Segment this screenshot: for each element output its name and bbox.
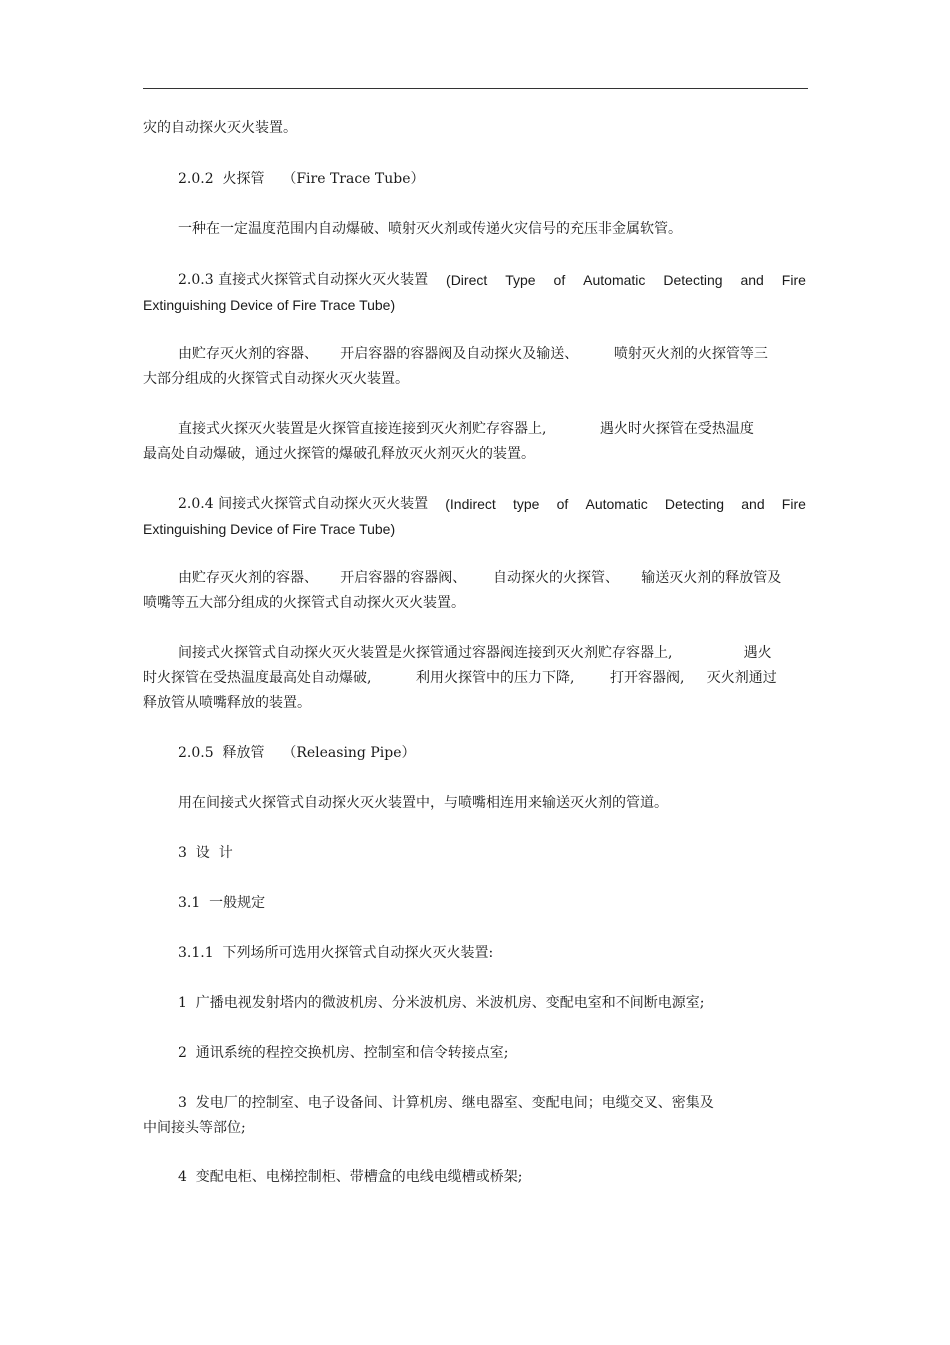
heading-word: Automatic bbox=[585, 496, 648, 512]
heading-2-0-2 bbox=[143, 167, 806, 192]
list-item-line: 2 通讯系统的程控交换机房、控制室和信令转接点室; bbox=[178, 1045, 509, 1061]
heading-term: 2.0.3 直接式火探管式自动探火灭火装置 bbox=[178, 272, 429, 288]
heading-3-1-1 bbox=[143, 941, 806, 966]
heading-word: Automatic bbox=[583, 272, 646, 288]
header-rule bbox=[143, 88, 808, 89]
heading-word: and bbox=[740, 272, 764, 288]
paragraph-2-0-4-b bbox=[143, 641, 806, 716]
paragraph-line: 大部分组成的火探管式自动探火灭火装置。 bbox=[143, 371, 409, 387]
paragraph-line: 间接式火探管式自动探火灭火装置是火探管通过容器阀连接到灭火剂贮存容器上, 遇火 bbox=[178, 645, 772, 661]
heading-line: Extinguishing Device of Fire Trace Tube) bbox=[143, 521, 396, 537]
paragraph-line: 喷嘴等五大部分组成的火探管式自动探火灭火装置。 bbox=[143, 595, 465, 611]
list-item-line: 中间接头等部位; bbox=[143, 1120, 246, 1136]
list-item-3 bbox=[143, 1091, 806, 1141]
list-item-line: 1 广播电视发射塔内的微波机房、分米波机房、米波机房、变配电室和不间断电源室; bbox=[178, 995, 705, 1011]
list-item-2 bbox=[143, 1041, 806, 1066]
paragraph-2-0-2 bbox=[143, 217, 806, 242]
heading-line: Extinguishing Device of Fire Trace Tube) bbox=[143, 297, 396, 313]
paragraph-line: 灾的自动探火灭火装置。 bbox=[143, 120, 297, 136]
list-item-4 bbox=[143, 1165, 806, 1190]
heading-3 bbox=[143, 841, 806, 866]
paragraph-2-0-3-b bbox=[143, 417, 806, 467]
paragraph-intro bbox=[143, 116, 806, 141]
heading-word: of bbox=[556, 496, 569, 512]
heading-word: Detecting bbox=[663, 272, 723, 288]
paragraph-line: 由贮存灭火剂的容器、 开启容器的容器阀、 自动探火的火探管、 输送灭火剂的释放管及 bbox=[178, 570, 782, 586]
heading-word: (Direct bbox=[446, 272, 488, 288]
heading-line: 3 设 计 bbox=[178, 845, 233, 861]
paragraph-line: 直接式火探灭火装置是火探管直接连接到灭火剂贮存容器上, 遇火时火探管在受热温度 bbox=[178, 421, 754, 437]
paragraph-line: 一种在一定温度范围内自动爆破、喷射灭火剂或传递火灾信号的充压非金属软管。 bbox=[178, 221, 682, 237]
heading-line: 3.1 一般规定 bbox=[178, 895, 266, 911]
heading-word: type bbox=[513, 496, 540, 512]
heading-2-0-3 bbox=[143, 268, 806, 318]
heading-line: 3.1.1 下列场所可选用火探管式自动探火灭火装置: bbox=[178, 945, 494, 961]
paragraph-line: 释放管从喷嘴释放的装置。 bbox=[143, 695, 311, 711]
heading-word: (Indirect bbox=[445, 496, 496, 512]
list-item-line: 4 变配电柜、电梯控制柜、带槽盒的电线电缆槽或桥架; bbox=[178, 1169, 523, 1185]
heading-line: 2.0.5 释放管 （Releasing Pipe） bbox=[178, 745, 416, 761]
paragraph-2-0-3-a bbox=[143, 342, 806, 392]
heading-word: Fire bbox=[781, 272, 806, 288]
paragraph-line: 用在间接式火探管式自动探火灭火装置中，与喷嘴相连用来输送灭火剂的管道。 bbox=[178, 795, 668, 811]
paragraph-line: 时火探管在受热温度最高处自动爆破, 利用火探管中的压力下降, 打开容器阀, 灭火剂通过 bbox=[143, 670, 777, 686]
heading-term: 2.0.4 间接式火探管式自动探火灭火装置 bbox=[178, 496, 429, 512]
heading-2-0-4 bbox=[143, 492, 806, 542]
heading-word: Fire bbox=[781, 496, 806, 512]
heading-word: Detecting bbox=[664, 496, 725, 512]
heading-line: 2.0.2 火探管 （Fire Trace Tube） bbox=[178, 171, 425, 187]
paragraph-2-0-5 bbox=[143, 791, 806, 816]
paragraph-2-0-4-a bbox=[143, 566, 806, 616]
list-item-line: 3 发电厂的控制室、电子设备间、计算机房、继电器室、变配电间；电缆交叉、密集及 bbox=[178, 1095, 714, 1111]
paragraph-line: 最高处自动爆破，通过火探管的爆破孔释放灭火剂灭火的装置。 bbox=[143, 446, 535, 462]
heading-2-0-5 bbox=[143, 741, 806, 766]
heading-line-justified bbox=[143, 492, 806, 517]
heading-3-1 bbox=[143, 891, 806, 916]
heading-word: Type bbox=[505, 272, 536, 288]
heading-line-justified bbox=[143, 268, 806, 293]
heading-word: and bbox=[741, 496, 765, 512]
heading-word: of bbox=[553, 272, 566, 288]
list-item-1 bbox=[143, 991, 806, 1016]
paragraph-line: 由贮存灭火剂的容器、 开启容器的容器阀及自动探火及输送、 喷射灭火剂的火探管等三 bbox=[178, 346, 768, 362]
